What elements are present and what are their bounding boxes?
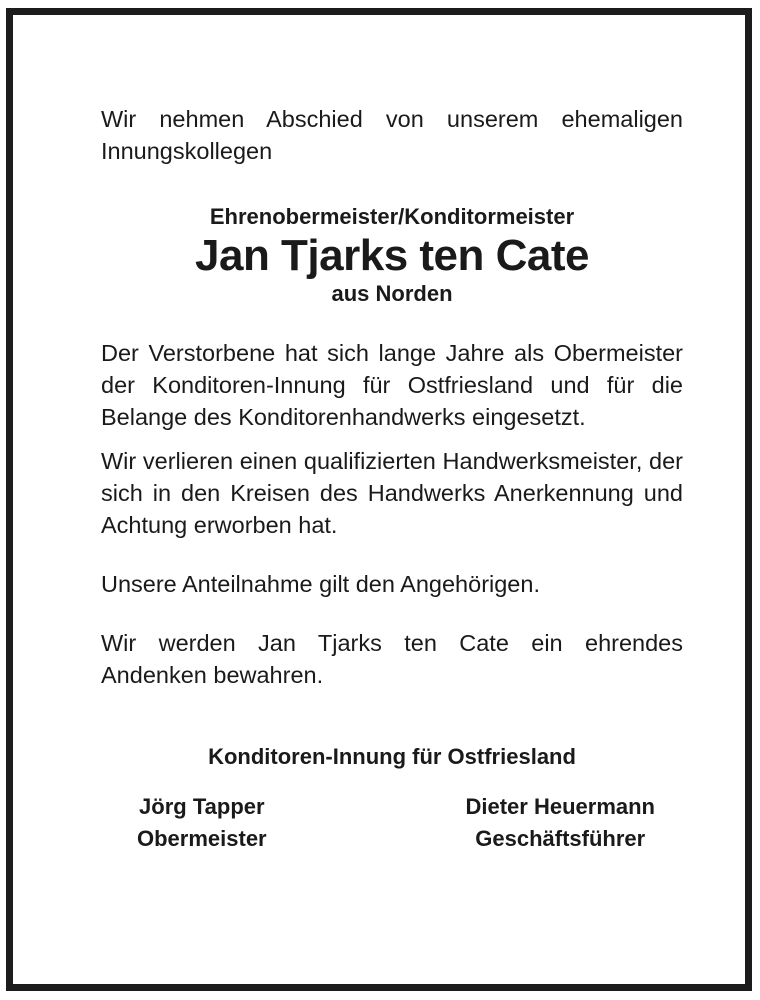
paragraph-3: Unsere Anteilnahme gilt den Angehörigen. bbox=[101, 571, 540, 597]
intro-text: Wir nehmen Abschied von unserem ehemaligen Innungskollegen bbox=[101, 106, 683, 164]
paragraph-4: Wir werden Jan Tjarks ten Cate ein ehrendes Andenken bewahren. bbox=[101, 630, 683, 688]
paragraph-2: Wir verlieren einen qualifizierten Handwerksmeister, der sich in den Kreisen des Handwerks Anerkennung und Achtung erworben hat. bbox=[101, 448, 683, 538]
signatory-1-name: Jörg Tapper bbox=[139, 794, 265, 819]
signatory-1-role: Obermeister bbox=[137, 826, 267, 851]
deceased-origin: aus Norden bbox=[331, 281, 453, 306]
deceased-block bbox=[101, 203, 683, 307]
signatory-1 bbox=[137, 791, 267, 855]
signatory-2-role: Geschäftsführer bbox=[475, 826, 646, 851]
deceased-title: Ehrenobermeister/Konditormeister bbox=[209, 204, 575, 229]
organization-name: Konditoren-Innung für Ostfriesland bbox=[208, 744, 576, 769]
signatory-2 bbox=[465, 791, 655, 855]
signatory-2-name: Dieter Heuermann bbox=[465, 794, 655, 819]
obituary-content bbox=[101, 103, 683, 855]
signatures bbox=[101, 791, 683, 855]
paragraph-1: Der Verstorbene hat sich lange Jahre als Obermeister der Konditoren-Innung für Ostfriesland und für die Belange des Konditorenhandwerks eingesetzt. bbox=[101, 340, 683, 430]
obituary-frame bbox=[6, 8, 752, 991]
deceased-name: Jan Tjarks ten Cate bbox=[195, 231, 589, 280]
